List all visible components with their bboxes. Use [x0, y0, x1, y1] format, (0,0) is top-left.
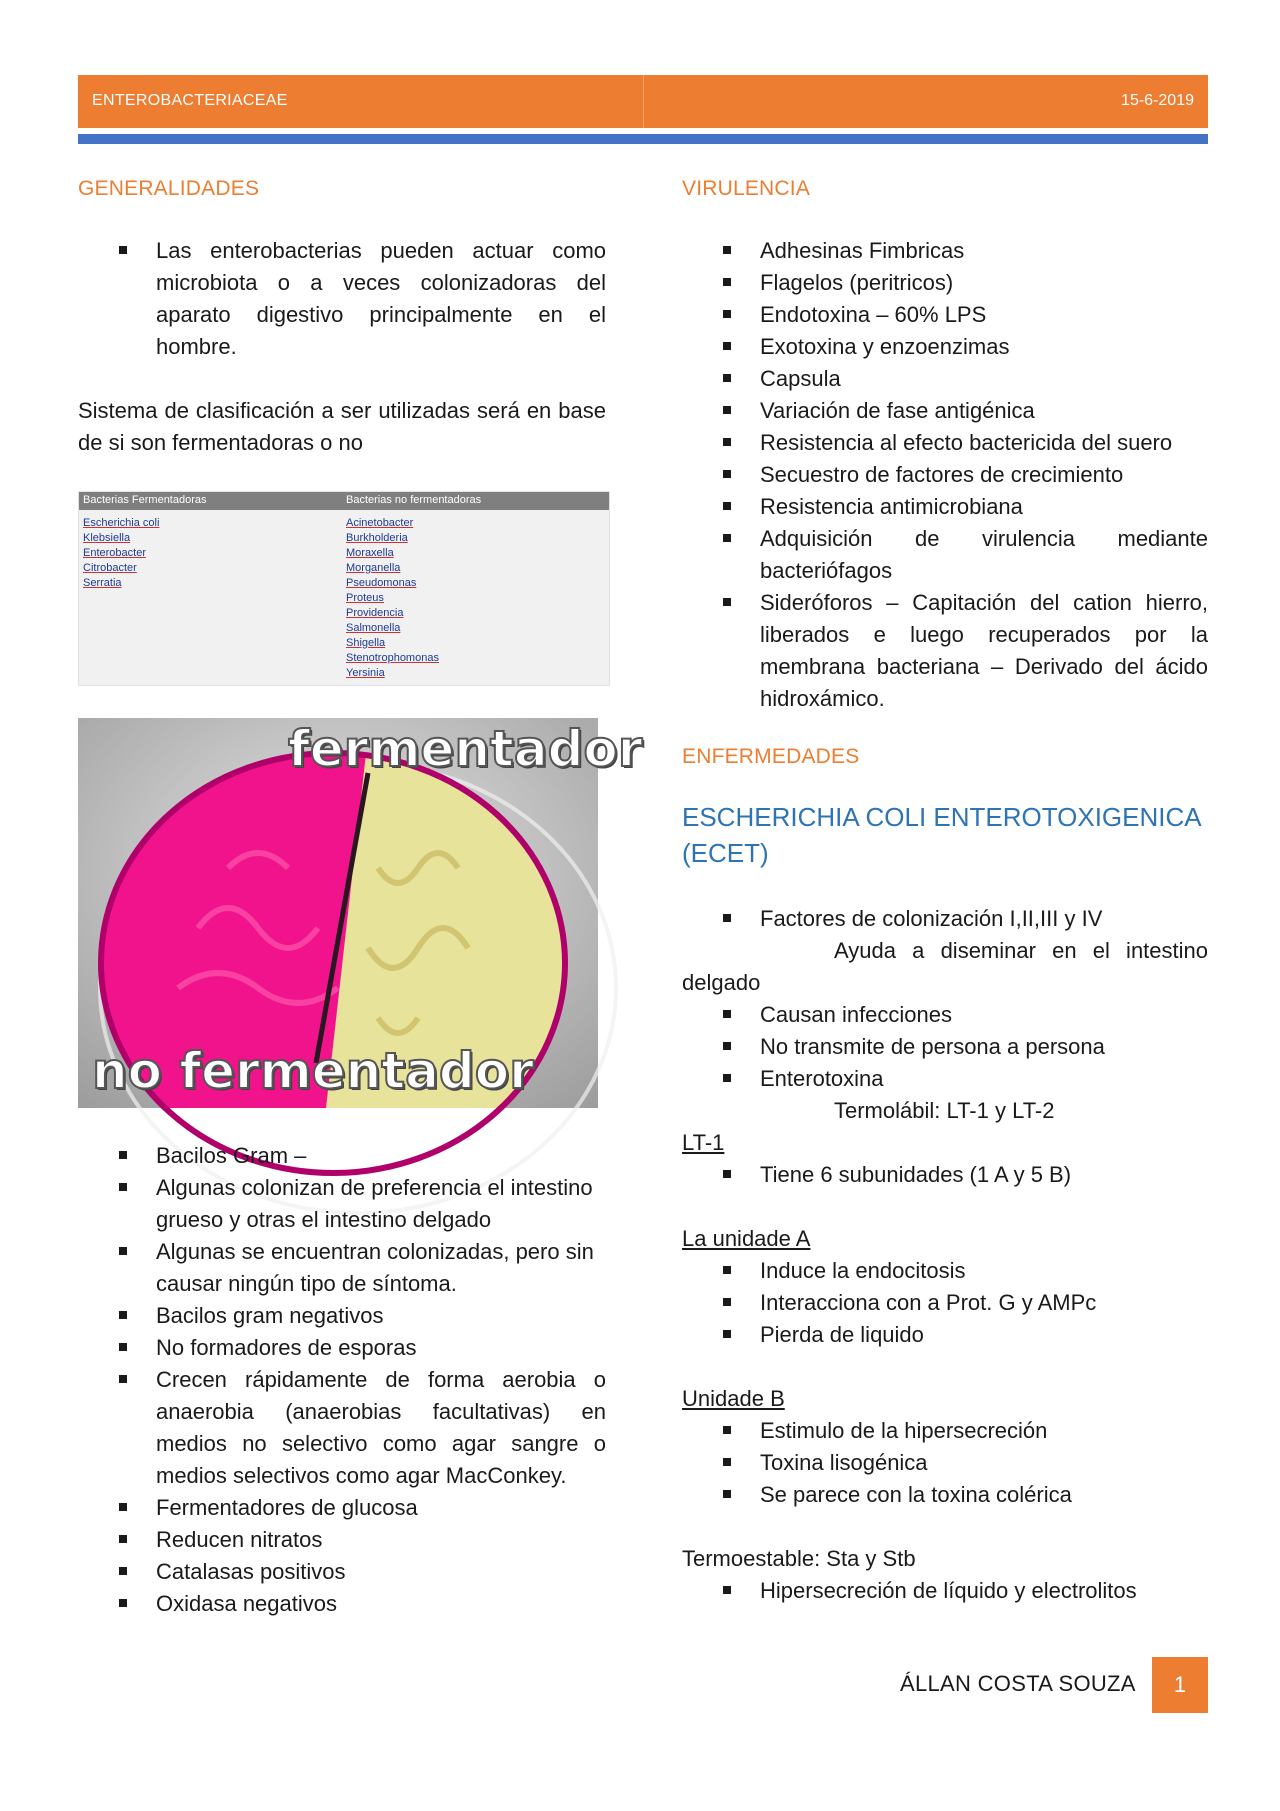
virulencia-heading: VIRULENCIA [682, 177, 811, 200]
intro-bullet-list [78, 235, 606, 363]
ecet-note-1: Ayuda a diseminar en el intestino delgado [682, 938, 1208, 995]
square-bullet-icon [119, 1599, 127, 1607]
page-number: 1 [1152, 1657, 1208, 1713]
table-cell: Burkholderia [346, 532, 408, 544]
list-item: Bacilos Gram – [78, 1140, 606, 1172]
list-item: Resistencia al efecto bactericida del suero [682, 427, 1208, 459]
square-bullet-icon [723, 438, 731, 446]
square-bullet-icon [723, 310, 731, 318]
square-bullet-icon [723, 914, 731, 922]
square-bullet-icon [119, 1311, 127, 1319]
table-cell: Escherichia coli [83, 517, 160, 529]
square-bullet-icon [723, 1266, 731, 1274]
unidad-b-bullet-list [682, 1415, 1208, 1511]
agar-plate-photo [78, 718, 643, 1108]
square-bullet-icon [723, 1586, 731, 1594]
list-item: Capsula [682, 363, 1208, 395]
table-cell: Moraxella [346, 547, 394, 559]
termoestable-heading: Termoestable: Sta y Stb [682, 1546, 916, 1571]
unidad-a-bullet-list [682, 1255, 1208, 1351]
list-item: Causan infecciones [682, 999, 1208, 1031]
square-bullet-icon [723, 470, 731, 478]
list-item: Toxina lisogénica [682, 1447, 1208, 1479]
square-bullet-icon [119, 1375, 127, 1383]
header-title: ENTEROBACTERIACEAE [92, 92, 288, 109]
ecet-title: ESCHERICHIA COLI ENTEROTOXIGENICA (ECET) [682, 802, 1201, 868]
square-bullet-icon [723, 1330, 731, 1338]
list-item: Algunas colonizan de preferencia el intestino grueso y otras el intestino delgado [78, 1172, 606, 1236]
list-item: Se parece con la toxina colérica [682, 1479, 1208, 1511]
table-cell: Stenotrophomonas [346, 652, 439, 664]
list-item: Fermentadores de glucosa [78, 1492, 606, 1524]
table-cell: Providencia [346, 607, 404, 619]
table-cell: Salmonella [346, 622, 401, 634]
list-item: Crecen rápidamente de forma aerobia o anaerobia (anaerobias facultativas) en medios no selectivo como agar sangre o medios selectivos como agar MacConkey. [78, 1364, 606, 1492]
square-bullet-icon [723, 1298, 731, 1306]
list-item: Adhesinas Fimbricas [682, 235, 1208, 267]
list-item: Bacilos gram negativos [78, 1300, 606, 1332]
square-bullet-icon [723, 534, 731, 542]
table-cell: Morganella [346, 562, 401, 574]
square-bullet-icon [723, 1490, 731, 1498]
header-accent-bar [78, 134, 1208, 144]
no-fermentador-label: no fermentador [92, 1042, 534, 1100]
square-bullet-icon [119, 1183, 127, 1191]
list-item: Reducen nitratos [78, 1524, 606, 1556]
square-bullet-icon [723, 1458, 731, 1466]
table-header-no-fermentadoras: Bacterias no fermentadoras [346, 494, 482, 506]
list-item: Induce la endocitosis [682, 1255, 1208, 1287]
virulence-bullet-list [682, 235, 1208, 715]
square-bullet-icon [723, 1170, 731, 1178]
table-cell: Acinetobacter [346, 517, 414, 529]
list-item: Resistencia antimicrobiana [682, 491, 1208, 523]
header-divider [643, 75, 644, 128]
list-item: No formadores de esporas [78, 1332, 606, 1364]
enfermedades-heading: ENFERMEDADES [682, 745, 860, 768]
square-bullet-icon [723, 342, 731, 350]
square-bullet-icon [119, 1247, 127, 1255]
list-item: Hipersecreción de líquido y electrolitos [682, 1575, 1208, 1607]
list-item: Exotoxina y enzoenzimas [682, 331, 1208, 363]
header-band [78, 75, 1208, 128]
table-header [79, 492, 609, 510]
square-bullet-icon [723, 406, 731, 414]
header-date: 15-6-2019 [1121, 92, 1194, 109]
footer-author: ÁLLAN COSTA SOUZA [900, 1671, 1136, 1696]
square-bullet-icon [723, 502, 731, 510]
square-bullet-icon [723, 1426, 731, 1434]
lt1-heading: LT-1 [682, 1130, 725, 1155]
square-bullet-icon [723, 1074, 731, 1082]
square-bullet-icon [723, 1042, 731, 1050]
list-item: Sideróforos – Capitación del cation hierro, liberados e luego recuperados por la membrana bacteriana – Derivado del ácido hidroxámico. [682, 587, 1208, 715]
list-item: Interacciona con a Prot. G y AMPc [682, 1287, 1208, 1319]
square-bullet-icon [119, 1151, 127, 1159]
list-item: Tiene 6 subunidades (1 A y 5 B) [682, 1159, 1208, 1191]
table-cell: Shigella [346, 637, 386, 649]
bacteria-table [78, 491, 610, 686]
square-bullet-icon [723, 374, 731, 382]
square-bullet-icon [119, 1535, 127, 1543]
ecet-bullet-list-1 [682, 903, 1208, 935]
square-bullet-icon [723, 1010, 731, 1018]
ecet-bullet-list-2 [682, 999, 1208, 1095]
square-bullet-icon [723, 278, 731, 286]
list-item: Variación de fase antigénica [682, 395, 1208, 427]
list-item: Pierda de liquido [682, 1319, 1208, 1351]
square-bullet-icon [119, 1567, 127, 1575]
list-item: Algunas se encuentran colonizadas, pero sin causar ningún tipo de síntoma. [78, 1236, 606, 1300]
fermentadoras-list [83, 516, 159, 591]
list-item: Adquisición de virulencia mediante bacteriófagos [682, 523, 1208, 587]
lt1-bullet-list [682, 1159, 1208, 1191]
table-cell: Serratia [83, 577, 122, 589]
table-cell: Yersinia [346, 667, 385, 679]
square-bullet-icon [119, 1343, 127, 1351]
unidad-a-heading: La unidade A [682, 1226, 811, 1251]
list-item: Oxidasa negativos [78, 1588, 606, 1620]
list-item: Flagelos (peritricos) [682, 267, 1208, 299]
characteristics-bullet-list [78, 1140, 606, 1620]
square-bullet-icon [723, 598, 731, 606]
unidad-b-heading: Unidade B [682, 1386, 785, 1411]
no-fermentadoras-list [346, 516, 439, 681]
square-bullet-icon [119, 1503, 127, 1511]
list-item: Enterotoxina [682, 1063, 1208, 1095]
list-item: Las enterobacterias pueden actuar como microbiota o a veces colonizadoras del aparato digestivo principalmente en el hombre. [78, 235, 606, 363]
table-cell: Enterobacter [83, 547, 146, 559]
table-cell: Proteus [346, 592, 384, 604]
square-bullet-icon [723, 246, 731, 254]
table-cell: Pseudomonas [346, 577, 417, 589]
list-item: No transmite de persona a persona [682, 1031, 1208, 1063]
table-cell: Citrobacter [83, 562, 137, 574]
generalidades-heading: GENERALIDADES [78, 177, 260, 200]
list-item: Endotoxina – 60% LPS [682, 299, 1208, 331]
left-column [78, 172, 643, 1620]
table-header-fermentadoras: Bacterias Fermentadoras [83, 494, 207, 506]
classification-text: Sistema de clasificación a ser utilizadas será en base de si son fermentadoras o no [78, 398, 606, 455]
square-bullet-icon [119, 246, 127, 254]
list-item: Secuestro de factores de crecimiento [682, 459, 1208, 491]
termoestable-bullet-list [682, 1575, 1208, 1607]
right-column [682, 172, 1208, 1607]
list-item: Estimulo de la hipersecreción [682, 1415, 1208, 1447]
fermentador-label: fermentador [288, 720, 643, 778]
list-item: Catalasas positivos [78, 1556, 606, 1588]
list-item: Factores de colonización I,II,III y IV [682, 903, 1208, 935]
table-cell: Klebsiella [83, 532, 131, 544]
ecet-note-2: Termolábil: LT-1 y LT-2 [834, 1098, 1055, 1123]
